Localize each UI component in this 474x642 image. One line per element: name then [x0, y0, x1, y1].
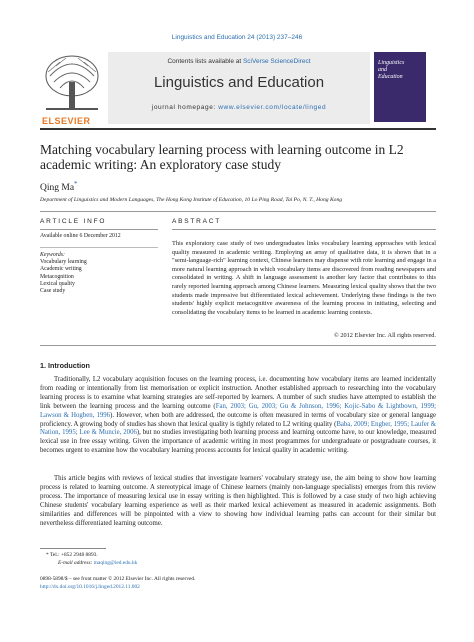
abstract-bottom-rule: [40, 345, 436, 346]
article-title: Matching vocabulary learning process with learning outcome in L2 academic writing: An exploratory case study: [40, 142, 404, 172]
email-label: E-mail address:: [58, 560, 94, 566]
email-link[interactable]: maqing@ied.edu.hk: [93, 560, 138, 566]
citation-link[interactable]: Baba, 2009; Engber, 1995; Laufer & Nation, 1995; Lee & Muncie, 2006: [40, 420, 437, 437]
abstract-heading: ABSTRACT: [172, 218, 222, 225]
author-name: Qing Ma: [40, 183, 75, 194]
footnote-tel: * Tel.: +852 2948 8893.: [46, 552, 98, 558]
intro-paragraph-1: [40, 376, 436, 456]
footnote-rule: [40, 548, 106, 549]
article-info-heading: ARTICLE INFO: [40, 218, 107, 225]
doi-link[interactable]: http://dx.doi.org/10.1016/j.linged.2012.11.002: [40, 584, 140, 590]
intro-paragraph-2: This article begins with reviews of lexical studies that investigate learners' vocabulary strategy use, the aim being to show how learning process is related to learning outcome. A stereotypical image of Chinese learners (mainly non-language specialists) emerges from this review process. The importance of measuring lexical use in essay writing is then highlighted. This is followed by a case study of two high achieving Chinese students' vocabulary learning experience as well as their marked lexical achievement as measured in academic assignments. Both similarities and differences will be pinpointed with a view to showing how individual learning paths can account for their similar but nevertheless differentiated learning outcome.: [40, 475, 436, 527]
contents-line: [108, 58, 370, 65]
issn-line: 0898-5898/$ – see front matter © 2012 Elsevier Inc. All rights reserved.: [40, 576, 196, 582]
article-info-rule: [40, 229, 158, 230]
cover-title-line3: Education: [378, 74, 403, 80]
para1-text-a: Traditionally, L2 vocabulary acquisition focuses on the learning process, i.e. documenting how vocabulary items are learned incidentally from reading or intentionally from list memorisation or explicit instruction. Another established approach to researching into the vocabulary learning process is to examine what learning strategies are self-reported by learners. A number of such studies have attempted to establish the link between the learning process and the learning outcome (: [40, 376, 436, 410]
keyword-item: Metacognition: [40, 273, 74, 280]
copyright: © 2012 Elsevier Inc. All rights reserved.: [333, 332, 436, 339]
para1-text-b: ). However, when both are addressed, the outcome is often measured in terms of vocabulary size or general language proficiency. A growing body of studies has shown that lexical quality is tightly related to L2 writing quality (: [40, 411, 436, 428]
journal-title: Linguistics and Education: [153, 74, 325, 91]
keyword-item: Case study: [40, 288, 66, 295]
elsevier-tree-logo: [40, 52, 104, 118]
journal-cover-title: [378, 60, 424, 81]
abstract-rule: [172, 229, 436, 230]
homepage-line: [108, 104, 370, 111]
author-footnote-mark[interactable]: *: [74, 180, 78, 188]
sciverse-link[interactable]: SciVerse ScienceDirect: [242, 58, 311, 65]
keywords-block: [40, 252, 87, 295]
keyword-item: Lexical quality: [40, 280, 75, 287]
keyword-item: Vocabulary learning: [40, 259, 87, 266]
elsevier-wordmark: ELSEVIER: [42, 116, 91, 126]
homepage-link[interactable]: www.elsevier.com/locate/linged: [218, 104, 327, 111]
affiliation-rule: [40, 211, 436, 212]
keywords-rule: [40, 247, 158, 248]
cover-title-line2: and: [378, 67, 387, 73]
journal-reference[interactable]: Linguistics and Education 24 (2013) 237–246: [171, 34, 303, 41]
para1-text-c: ), but no studies investigating both learning process and learning outcome have, to our knowledge, measured lexical use in free essay writing. Given the importance of academic writing in most programmes for undergraduate or postgraduate courses, it becomes urgent to examine how the vocabulary learning process accounts for lexical quality in academic writing.: [40, 429, 436, 455]
citation-link[interactable]: Fan, 2003; Gu, 2003; Gu & Johnson, 1996; Kojic-Sabo & Lightbown, 1999; Lawson & Hogben, 1996: [40, 402, 436, 419]
header-rule: [40, 128, 436, 130]
cover-title-line1: Linguistics: [378, 60, 405, 66]
section-heading-introduction: 1. Introduction: [40, 361, 90, 370]
abstract-text: This exploratory case study of two undergraduates links vocabulary learning approaches with lexical quality measured in academic writing. Employing an array of qualitative data, it is shown that in a "semi-language-rich" learning context, Chinese learners may dispense with rote learning and engage in a more natural learning approach in which vocabulary items are discovered from reading newspapers and consolidated in writing. A shift in language assessment is another key factor that contributes to this rarely reported learning approach among Chinese learners. Measuring lexical quality shows that the two students made impressive but differentiated lexical achievement. Underlying these findings is the two students' highly explicit metacognitive awareness of the learning process in initiating, selecting and consolidating the vocabulary items to be learned in academic learning contexts.: [172, 240, 436, 316]
homepage-prefix: journal homepage:: [151, 104, 219, 111]
keyword-item: Academic writing: [40, 266, 82, 273]
affiliation: Department of Linguistics and Modern Languages, The Hong Kong Institute of Education, 10 Lo Ping Road, Tai Po, N. T., Hong Kong: [40, 197, 343, 203]
author-line: [40, 180, 78, 193]
footnote-email: [58, 560, 137, 567]
contents-prefix: Contents lists available at: [167, 58, 243, 65]
keywords-label: Keywords:: [40, 252, 65, 258]
available-online: Available online 6 December 2012: [40, 233, 121, 239]
